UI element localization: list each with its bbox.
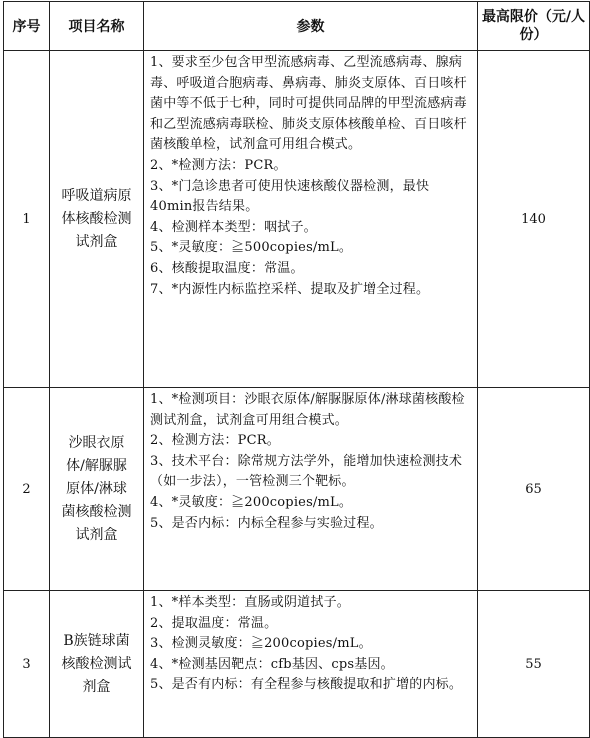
row-name: 呼吸道病原体核酸检测试剂盒 — [50, 51, 144, 388]
price-limit-table — [3, 1, 590, 738]
param-line: 3、检测灵敏度：≧200copies/mL。 — [150, 636, 372, 652]
param-line: 4、*灵敏度：≧200copies/mL。 — [150, 494, 353, 510]
param-line: 6、核酸提取温度：常温。 — [150, 260, 304, 276]
param-line: 2、*检测方法：PCR。 — [150, 157, 287, 173]
row-params — [144, 51, 478, 388]
row-params — [144, 388, 478, 591]
param-line: 5、*灵敏度：≧500copies/mL。 — [150, 240, 353, 256]
header-name: 项目名称 — [50, 2, 144, 51]
table-row — [4, 51, 590, 388]
param-line: 3、技术平台：除常规方法学外，能增加快速检测技术（如一步法），一管检测三个靶标。 — [150, 453, 463, 490]
param-line: 2、检测方法：PCR。 — [150, 433, 280, 449]
table-row — [4, 591, 590, 738]
row-price: 55 — [478, 591, 590, 738]
row-index: 1 — [4, 51, 50, 388]
header-price: 最高限价（元/人份） — [478, 2, 590, 51]
header-params: 参数 — [144, 2, 478, 51]
param-line: 2、提取温度：常温。 — [150, 615, 278, 631]
param-line: 4、检测样本类型：咽拭子。 — [150, 219, 317, 235]
row-name: 沙眼衣原体/解脲脲原体/淋球菌核酸检测试剂盒 — [50, 388, 144, 591]
param-line: 5、是否有内标：有全程参与核酸提取和扩增的内标。 — [150, 677, 463, 693]
row-price: 65 — [478, 388, 590, 591]
param-line: 1、*样本类型：直肠或阴道拭子。 — [150, 595, 350, 610]
header-index: 序号 — [4, 2, 50, 51]
param-line: 1、*检测项目：沙眼衣原体/解脲脲原体/淋球菌核酸检测试剂盒，试剂盒可用组合模式。 — [150, 392, 465, 428]
param-line: 5、是否内标：内标全程参与实验过程。 — [150, 515, 383, 531]
param-line: 4、*检测基因靶点：cfb基因、cps基因。 — [150, 656, 394, 672]
row-params — [144, 591, 478, 738]
row-index: 3 — [4, 591, 50, 738]
row-name: B族链球菌核酸检测试剂盒 — [50, 591, 144, 738]
table-row — [4, 388, 590, 591]
header-row — [4, 2, 590, 51]
param-line: 1、要求至少包含甲型流感病毒、乙型流感病毒、腺病毒、呼吸道合胞病毒、鼻病毒、肺炎支原体、百日咳杆菌中等不低于七种，同时可提供同品牌的甲型流感病毒和乙型流感病毒联检、肺炎支原体核酸单检、百日咳杆菌核酸单检，试剂盒可用组合模式。 — [150, 55, 467, 153]
param-line: 7、*内源性内标监控采样、提取及扩增全过程。 — [150, 281, 430, 297]
param-line: 3、*门急诊患者可使用快速核酸仪器检测，最快40min报告结果。 — [150, 178, 430, 215]
row-index: 2 — [4, 388, 50, 591]
row-price: 140 — [478, 51, 590, 388]
